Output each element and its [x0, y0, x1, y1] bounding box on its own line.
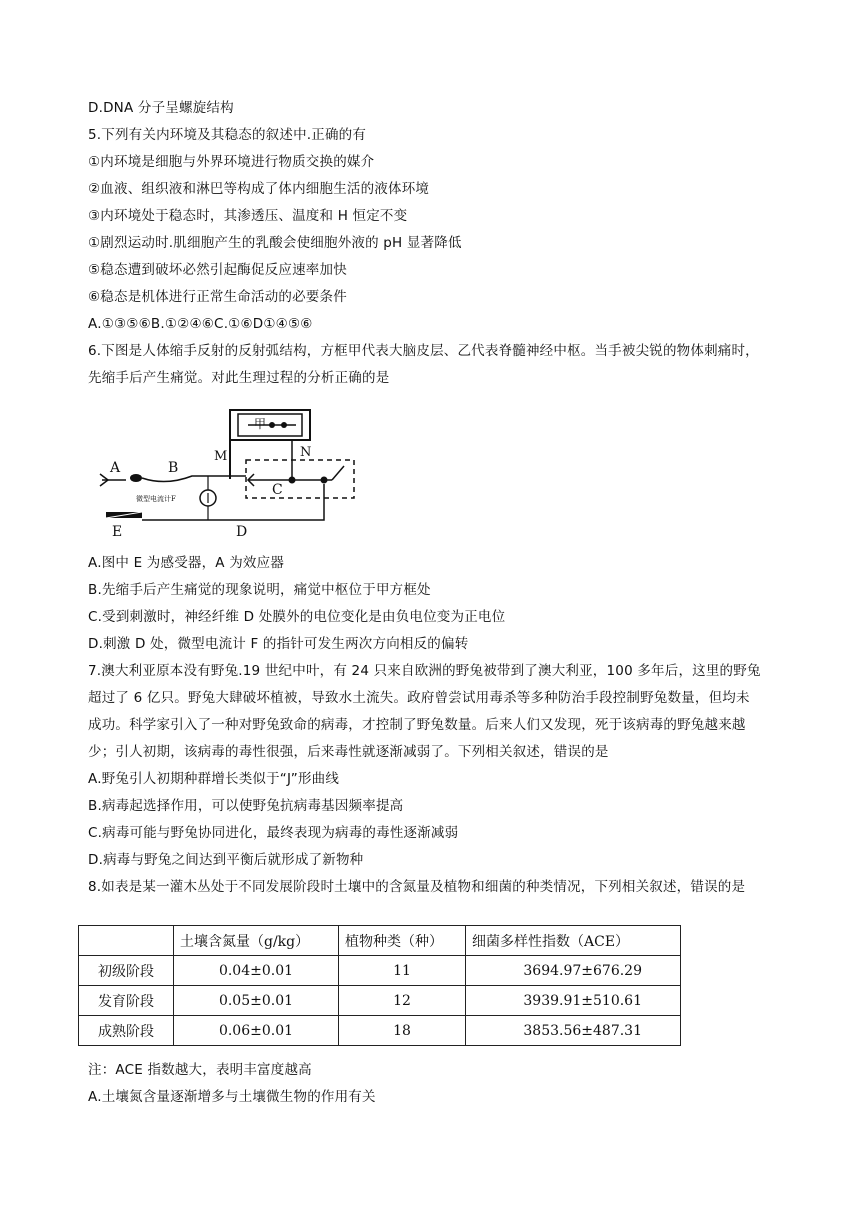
soil-data-table	[78, 925, 681, 1046]
reflex-arc-diagram	[96, 404, 366, 539]
q7-stem-line: 成功。科学家引入了一种对野兔致命的病毒，才控制了野兔数量。后来人们又发现，死于该病毒的野兔越来越	[88, 717, 746, 733]
q7-option: D.病毒与野兔之间达到平衡后就形成了新物种	[88, 852, 364, 868]
table-cell: 发育阶段	[79, 986, 174, 1016]
table-header: 植物种类（种）	[339, 926, 466, 956]
table-header	[79, 926, 174, 956]
table-row	[79, 1016, 681, 1046]
label-b: B	[168, 460, 179, 476]
label-c: C	[272, 482, 283, 498]
q5-item: ①剧烈运动时.肌细胞产生的乳酸会使细胞外液的 pH 显著降低	[88, 235, 462, 251]
motor-neuron-icon	[321, 477, 328, 484]
q5-item: ⑤稳态遭到破坏必然引起酶促反应速率加快	[88, 262, 347, 278]
q6-option: D.刺激 D 处，微型电流计 F 的指针可发生两次方向相反的偏转	[88, 636, 469, 652]
label-n: N	[300, 445, 312, 460]
q7-stem-line: 7.澳大利亚原本没有野兔.19 世纪中叶，有 24 只来自欧洲的野兔被带到了澳大利亚，100 多年后，这里的野兔	[88, 663, 761, 679]
table-row	[79, 956, 681, 986]
q5-item: ⑥稳态是机体进行正常生命活动的必要条件	[88, 289, 347, 305]
interneuron-icon	[289, 477, 296, 484]
q6-stem-line: 6.下图是人体缩手反射的反射弧结构，方框甲代表大脑皮层、乙代表脊髓神经中枢。当手被尖锐的物体刺痛时，	[88, 343, 759, 359]
q5-item: ③内环境处于稳态时，其渗透压、温度和 H 恒定不变	[88, 208, 408, 224]
meter-label: 微型电流计F	[136, 495, 176, 503]
table-cell: 11	[339, 956, 466, 986]
label-jia: 甲	[254, 417, 267, 431]
q5-options: A.①③⑤⑥B.①②④⑥C.①⑥D①④⑤⑥	[88, 316, 313, 332]
table-cell: 0.05±0.01	[174, 986, 339, 1016]
q6-option: A.图中 E 为感受器，A 为效应器	[88, 555, 285, 571]
q8-note: 注：ACE 指数越大，表明丰富度越高	[88, 1062, 312, 1078]
table-cell: 3694.97±676.29	[466, 956, 681, 986]
q5-item: ②血液、组织液和淋巴等构成了体内细胞生活的液体环境	[88, 181, 430, 197]
q5-stem: 5.下列有关内环境及其稳态的叙述中.正确的有	[88, 127, 367, 143]
q8-option: A.土壤氮含量逐渐增多与土壤微生物的作用有关	[88, 1089, 376, 1105]
q6-option: C.受到刺激时，神经纤维 D 处膜外的电位变化是由负电位变为正电位	[88, 609, 506, 625]
table-cell: 0.04±0.01	[174, 956, 339, 986]
label-a: A	[110, 460, 121, 476]
table-cell: 3853.56±487.31	[466, 1016, 681, 1046]
q4-option-d: D.DNA 分子呈螺旋结构	[88, 100, 234, 116]
q6-stem-line: 先缩手后产生痛觉。对此生理过程的分析正确的是	[88, 370, 390, 386]
q7-option: A.野兔引人初期种群增长类似于“J”形曲线	[88, 771, 340, 787]
table-cell: 成熟阶段	[79, 1016, 174, 1046]
q6-option: B.先缩手后产生痛觉的现象说明，痛觉中枢位于甲方框处	[88, 582, 431, 598]
table-header-row	[79, 926, 681, 956]
label-m: M	[214, 449, 228, 464]
label-e: E	[112, 524, 123, 539]
table-row	[79, 986, 681, 1016]
table-header: 土壤含氮量（g/kg）	[174, 926, 339, 956]
table-cell: 12	[339, 986, 466, 1016]
label-d: D	[236, 524, 248, 539]
table-cell: 0.06±0.01	[174, 1016, 339, 1046]
q5-item: ①内环境是细胞与外界环境进行物质交换的媒介	[88, 154, 375, 170]
table-header: 细菌多样性指数（ACE）	[466, 926, 681, 956]
ganglion-icon	[130, 474, 142, 482]
q7-stem-line: 少；引人初期，该病毒的毒性很强，后来毒性就逐渐减弱了。下列相关叙述，错误的是	[88, 744, 609, 760]
q7-option: B.病毒起选择作用，可以使野兔抗病毒基因频率提高	[88, 798, 404, 814]
table-cell: 3939.91±510.61	[466, 986, 681, 1016]
table-cell: 18	[339, 1016, 466, 1046]
box-c	[246, 460, 354, 498]
q8-stem: 8.如表是某一灌木丛处于不同发展阶段时土壤中的含氮量及植物和细菌的种类情况，下列相关叙述，错误的是	[88, 879, 746, 895]
table-cell: 初级阶段	[79, 956, 174, 986]
q7-option: C.病毒可能与野兔协同进化，最终表现为病毒的毒性逐渐减弱	[88, 825, 459, 841]
q7-stem-line: 超过了 6 亿只。野兔大肆破坏植被，导致水土流失。政府曾尝试用毒杀等多种防治手段控制野兔数量，但均未	[88, 690, 750, 706]
